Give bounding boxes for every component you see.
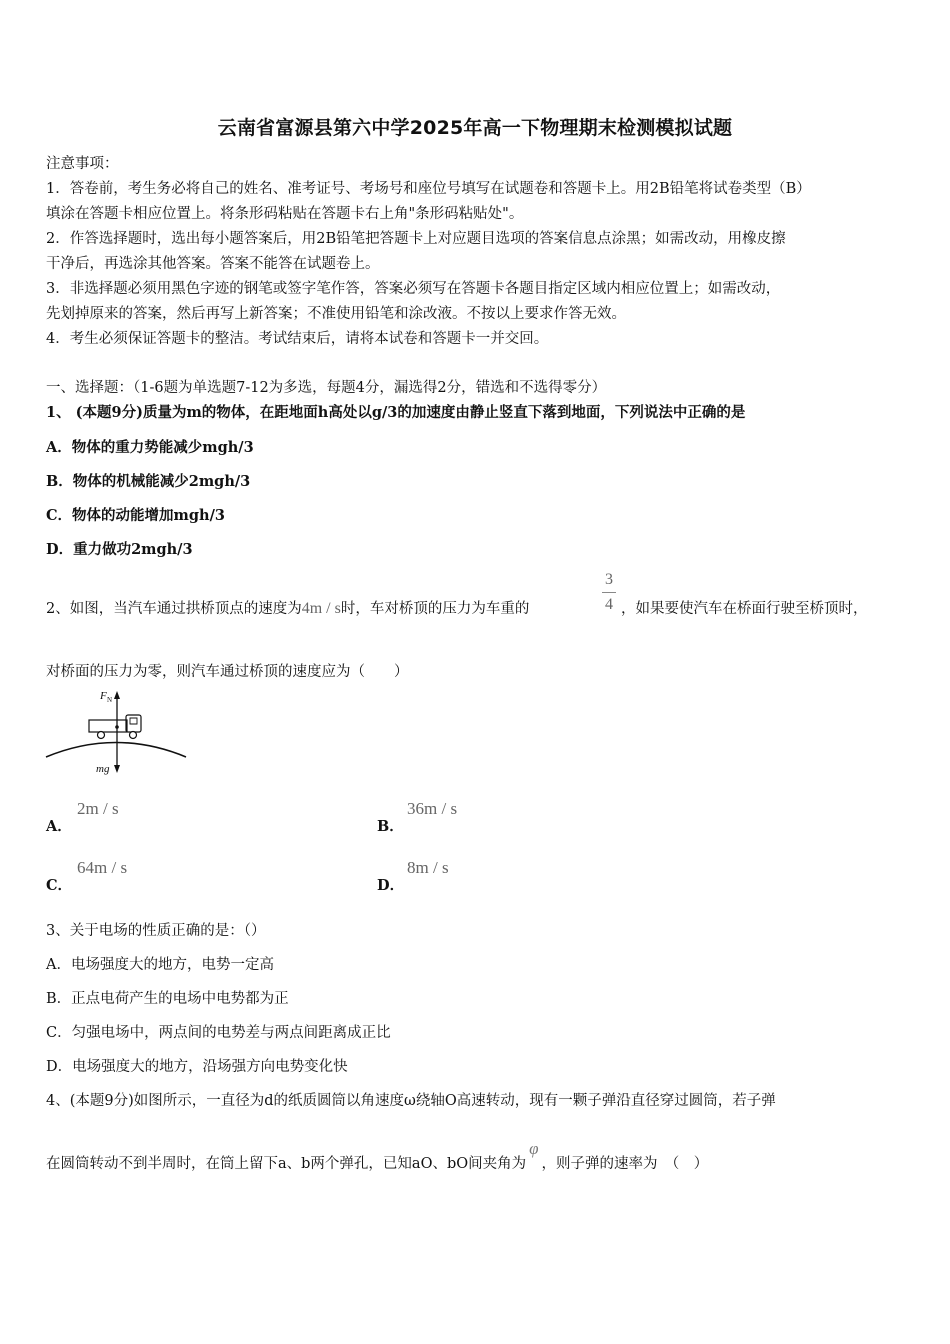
question-1-option-c: C．物体的动能增加mgh/3: [46, 507, 225, 524]
notice-line: 4．考生必须保证答题卡的整洁。考试结束后，请将本试卷和答题卡一并交回。: [46, 331, 549, 347]
mg-label: mg: [96, 763, 110, 775]
bridge-arc: [46, 743, 186, 758]
question-2-stem-line1: [46, 597, 529, 618]
fn-label: F: [100, 690, 107, 702]
q2-option-a-value: 2m / s: [77, 799, 119, 818]
page-title: 云南省富源县第六中学2025年高一下物理期末检测模拟试题: [217, 117, 733, 139]
question-4-line1: 4、(本题9分)如图所示，一直径为d的纸质圆筒以角速度ω绕轴O高速转动，现有一颗子弹沿直径穿过圆筒，若子弹: [46, 1093, 776, 1109]
q2-option-c-label: C．: [46, 877, 73, 894]
notice-line: 2．作答选择题时，选出每小题答案后，用2B铅笔把答题卡上对应题目选项的答案信息点涂黑；如需改动，用橡皮擦: [46, 231, 786, 247]
q4-line2-part-a: 在圆筒转动不到半周时，在筒上留下a、b两个弹孔，已知aO、bO间夹角为: [46, 1156, 527, 1172]
q2-fraction-numerator: 3: [605, 571, 613, 588]
notice-line: 先划掉原来的答案，然后再写上新答案；不准使用铅笔和涂改液。不按以上要求作答无效。: [46, 306, 626, 322]
q2-stem-part-b: 时，车对桥顶的压力为车重的: [340, 601, 530, 617]
question-3-stem: 3、关于电场的性质正确的是：（）: [46, 923, 266, 939]
car-icon: [89, 715, 141, 739]
q2-stem-part-d: 对桥面的压力为零，则汽车通过桥顶的速度应为（ ）: [46, 664, 409, 680]
question-3-option-b: B．正点电荷产生的电场中电势都为正: [46, 991, 289, 1007]
notice-line: 干净后，再选涂其他答案。答案不能答在试题卷上。: [46, 256, 380, 272]
section-heading: 一、选择题：（1-6题为单选题7-12为多选，每题4分，漏选得2分，错选和不选得零分）: [46, 380, 607, 396]
q2-option-d-label: D．: [377, 877, 405, 894]
question-1-option-b: B．物体的机械能减少2mgh/3: [46, 473, 251, 490]
question-1-stem: 1、 (本题9分)质量为m的物体，在距地面h高处以g/3的加速度由静止竖直下落到地面，下列说法中正确的是: [46, 404, 746, 421]
notice-heading: 注意事项：: [46, 156, 119, 172]
q2-fraction: [601, 571, 617, 614]
question-3-option-a: A．电场强度大的地方，电势一定高: [46, 957, 274, 973]
question-3-option-c: C．匀强电场中，两点间的电势差与两点间距离成正比: [46, 1025, 391, 1041]
q2-fraction-denominator: 4: [605, 596, 613, 613]
q2-option-b-label: B．: [377, 818, 404, 835]
q2-stem-part-a: 2、如图，当汽车通过拱桥顶点的速度为: [46, 601, 302, 617]
fn-subscript: N: [107, 696, 113, 704]
bridge-car-figure: [44, 686, 189, 778]
notice-line: 填涂在答题卡相应位置上。将条形码粘贴在答题卡右上角"条形码粘贴处"。: [46, 206, 524, 222]
q2-option-b-value: 36m / s: [407, 799, 458, 818]
question-1-option-a: A．物体的重力势能减少mgh/3: [46, 439, 254, 456]
question-4-line2: [46, 1139, 709, 1173]
question-3-option-d: D．电场强度大的地方，沿场强方向电势变化快: [46, 1059, 348, 1075]
q2-speed: 4m / s: [301, 600, 341, 617]
q2-option-a-label: A．: [46, 818, 72, 835]
q2-option-d-value: 8m / s: [407, 858, 449, 877]
q4-line2-part-b: ，则子弹的速率为 （ ）: [541, 1156, 709, 1172]
notice-line: 3．非选择题必须用黑色字迹的钢笔或签字笔作答，答案必须写在答题卡各题目指定区域内相应位置上；如需改动，: [46, 281, 781, 297]
q2-fraction-bar: [602, 592, 616, 593]
question-1-option-d: D．重力做功2mgh/3: [46, 541, 193, 558]
notice-line: 1．答卷前，考生务必将自己的姓名、准考证号、考场号和座位号填写在试题卷和答题卡上。用2B铅笔将试卷类型（B）: [46, 181, 811, 197]
q2-stem-part-c: ，如果要使汽车在桥面行驶至桥顶时，: [621, 601, 868, 617]
q4-phi: φ: [529, 1139, 539, 1158]
q2-option-c-value: 64m / s: [77, 858, 128, 877]
